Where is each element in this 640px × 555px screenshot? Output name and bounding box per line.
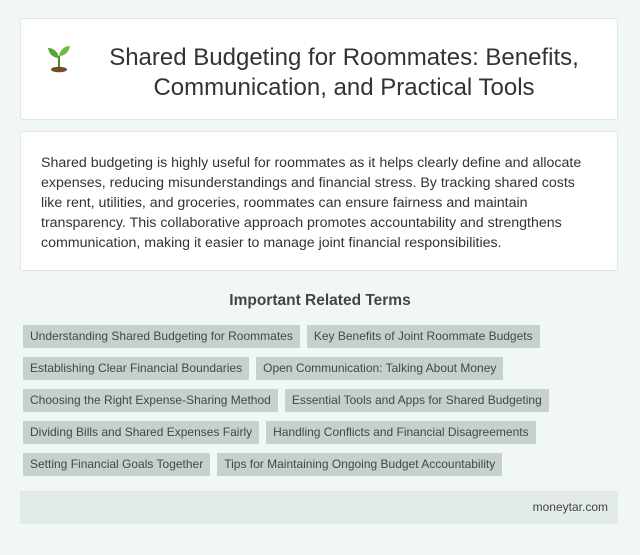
sprout-icon	[44, 43, 74, 73]
related-term-tag[interactable]: Setting Financial Goals Together	[23, 453, 210, 476]
related-terms-list	[23, 325, 623, 476]
page-title: Shared Budgeting for Roommates: Benefits, Communication, and Practical Tools	[109, 44, 579, 101]
footer-site-link[interactable]: moneytar.com	[532, 500, 608, 514]
related-term-tag[interactable]: Dividing Bills and Shared Expenses Fairly	[23, 421, 259, 444]
summary-card	[20, 131, 618, 271]
related-term-tag[interactable]: Key Benefits of Joint Roommate Budgets	[307, 325, 540, 348]
related-term-tag[interactable]: Tips for Maintaining Ongoing Budget Accountability	[217, 453, 502, 476]
related-term-tag[interactable]: Handling Conflicts and Financial Disagreements	[266, 421, 535, 444]
footer	[20, 491, 618, 524]
summary-text: Shared budgeting is highly useful for roommates as it helps clearly define and allocate expenses, reducing misunderstandings and financial stress. By tracking shared costs like rent, utilities, and groceries, roommates can ensure fairness and maintain transparency. This collaborative approach promotes accountability and strengthens communication, making it easier to manage joint financial responsibilities.	[41, 155, 582, 251]
title-card	[20, 18, 618, 120]
related-term-tag[interactable]: Open Communication: Talking About Money	[256, 357, 503, 380]
related-term-tag[interactable]: Establishing Clear Financial Boundaries	[23, 357, 249, 380]
related-term-tag[interactable]: Understanding Shared Budgeting for Roommates	[23, 325, 300, 348]
related-term-tag[interactable]: Essential Tools and Apps for Shared Budgeting	[285, 389, 549, 412]
title-row	[21, 19, 617, 103]
related-term-tag[interactable]: Choosing the Right Expense-Sharing Method	[23, 389, 278, 412]
related-terms-heading: Important Related Terms	[229, 292, 411, 309]
